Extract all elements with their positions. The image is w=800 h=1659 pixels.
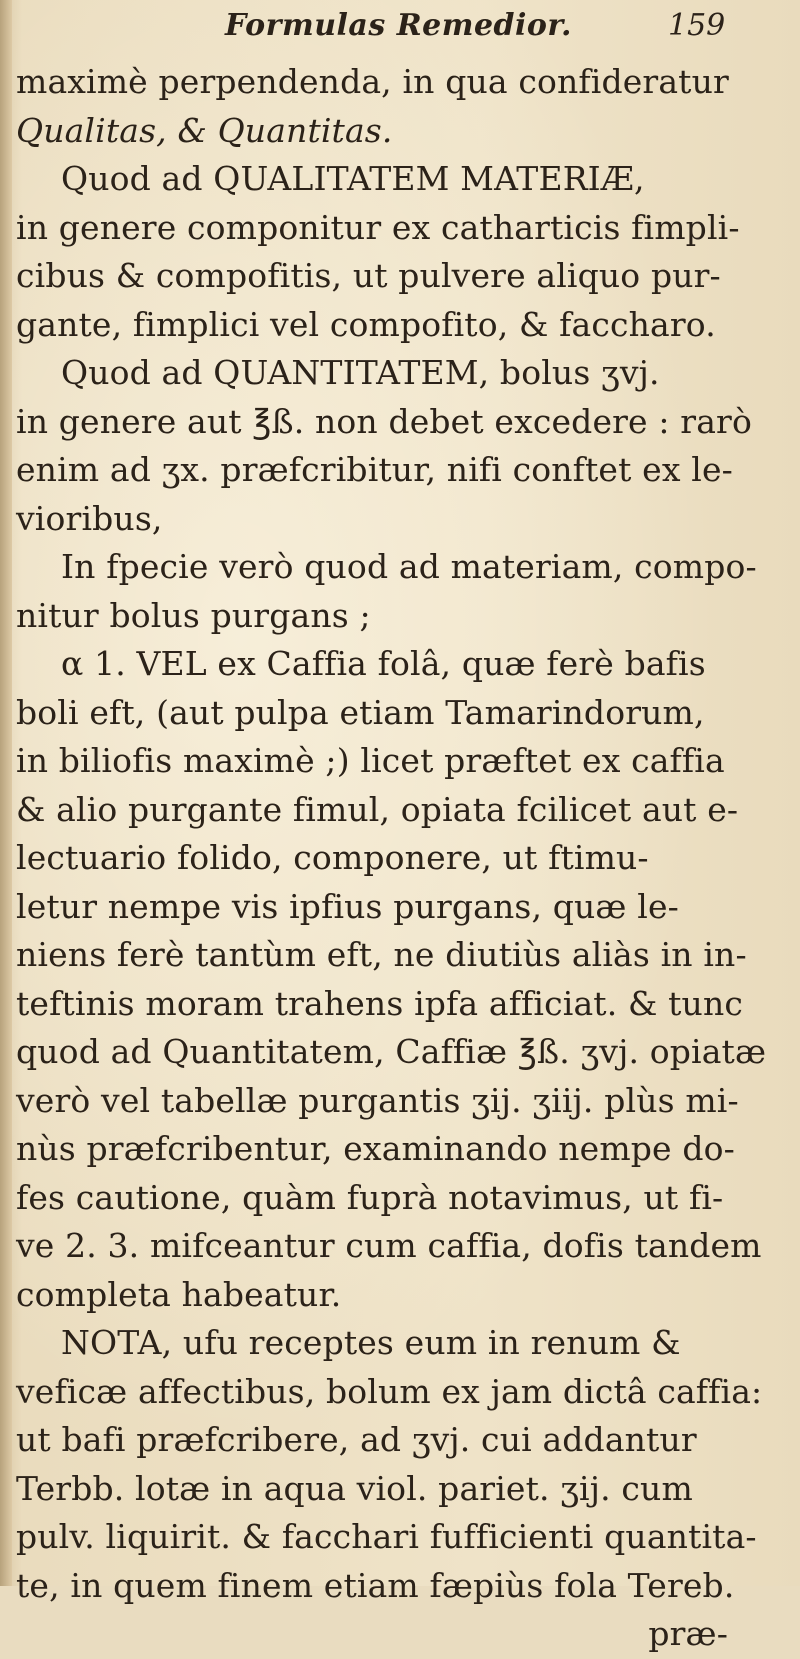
text-line: in biliofis maximè ;) licet præftet ex caffia bbox=[16, 741, 725, 780]
text-line: gante, fimplici vel compofito, & faccharo. bbox=[16, 304, 716, 344]
text-line: nitur bolus purgans ; bbox=[16, 595, 371, 635]
text-line: veficæ affectibus, bolum ex jam dictâ caffia: bbox=[16, 1371, 763, 1411]
text-line: letur nempe vis ipfius purgans, quæ le- bbox=[16, 886, 679, 926]
text-line: enim ad ʒx. præfcribitur, nifi conftet ex le- bbox=[16, 450, 733, 489]
text-line: Qualitas, & Quantitas. bbox=[16, 110, 393, 150]
text-line: quod ad Quantitatem, Caffiæ ℥ß. ʒvj. opiatæ bbox=[16, 1032, 767, 1071]
text-line: boli eft, (aut pulpa etiam Tamarindorum, bbox=[16, 692, 705, 732]
text-line: completa habeatur. bbox=[16, 1274, 342, 1314]
text-line: Quod ad QUALITATEM MATERIÆ, bbox=[61, 159, 645, 198]
running-title: Formulas Remedior. bbox=[225, 8, 572, 43]
catchword: præ- bbox=[648, 1614, 728, 1653]
text-line: vioribus, bbox=[16, 498, 163, 538]
text-line: cibus & compofitis, ut pulvere aliquo pur- bbox=[16, 256, 721, 295]
text-line: In fpecie verò quod ad materiam, compo- bbox=[61, 547, 757, 586]
text-line: Terbb. lotæ in aqua viol. pariet. ʒij. cum bbox=[16, 1468, 693, 1508]
page-number: 159 bbox=[668, 8, 726, 43]
text-line: in genere componitur ex catharticis fimpli- bbox=[16, 207, 740, 247]
text-line: niens ferè tantùm eft, ne diutiùs aliàs in in- bbox=[16, 935, 747, 974]
text-line: α 1. VEL ex Caffia folâ, quæ ferè bafis bbox=[61, 644, 706, 683]
text-line: lectuario folido, componere, ut ftimu- bbox=[16, 838, 649, 877]
text-line: & alio purgante fimul, opiata fcilicet aut e- bbox=[16, 789, 739, 829]
text-line: fes cautione, quàm fuprà notavimus, ut fi- bbox=[16, 1177, 724, 1217]
text-line: pulv. liquirit. & facchari fufficienti quantita- bbox=[16, 1517, 757, 1556]
text-line: ut bafi præfcribere, ad ʒvj. cui addantur bbox=[16, 1420, 697, 1459]
text-line: maximè perpendenda, in qua confideratur bbox=[16, 62, 729, 101]
text-line: in genere aut ℥ß. non debet excedere : rarò bbox=[16, 401, 752, 441]
page-gutter bbox=[0, 0, 12, 1586]
text-line: teftinis moram trahens ipfa afficiat. & tunc bbox=[16, 983, 743, 1023]
text-line: Quod ad QUANTITATEM, bolus ʒvj. bbox=[61, 353, 660, 392]
text-line: verò vel tabellæ purgantis ʒij. ʒiij. plùs mi- bbox=[16, 1080, 739, 1120]
body-text bbox=[16, 58, 767, 1659]
text-line: ve 2. 3. mifceantur cum caffia, dofis tandem bbox=[16, 1226, 762, 1265]
text-line: NOTA, ufu receptes eum in renum & bbox=[61, 1323, 681, 1362]
text-line: te, in quem finem etiam fæpiùs fola Tereb. bbox=[16, 1565, 735, 1605]
running-head bbox=[0, 8, 800, 58]
text-line: nùs præfcribentur, examinando nempe do- bbox=[16, 1129, 735, 1168]
